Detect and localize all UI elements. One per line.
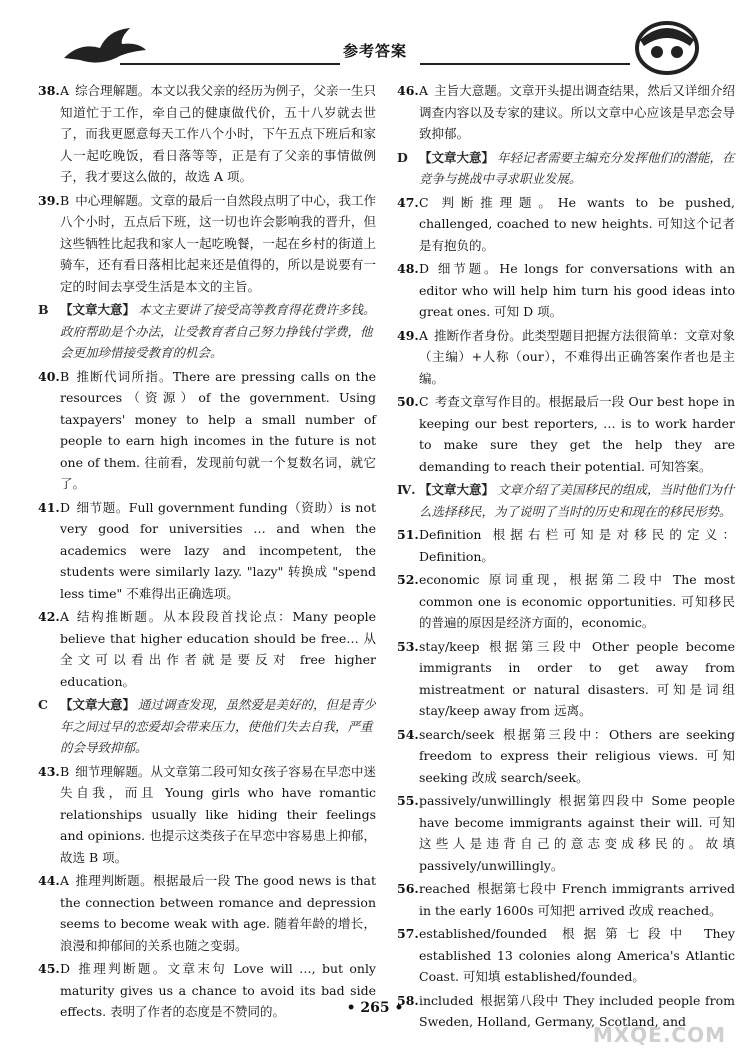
answer-item bbox=[397, 391, 735, 477]
explanation-text: 根据右栏可知是对移民的定义：Definition。 bbox=[419, 527, 735, 564]
explanation-text: 推断代词所指。There are pressing calls on the resources（资源）of the government. Using taxpayers' money to help a small number of people to earn high incomes in the future is not one of them. 往前看，发现前句就一个复数名词，就它了。 bbox=[60, 368, 376, 491]
answer-choice: C bbox=[419, 194, 429, 210]
answer-item bbox=[397, 790, 735, 876]
answer-item bbox=[38, 497, 376, 605]
left-column bbox=[38, 80, 376, 1025]
page-header bbox=[0, 0, 750, 80]
explanation-text: 推理判断题。文章末句 Love will …, but only maturity gives us a chance to avoid its bad side effects. 表明了作者的态度是不赞同的。 bbox=[60, 961, 376, 1019]
summary-text: 本文主要讲了接受高等教育得花费许多钱。政府帮助是个办法，让受教育者自己努力挣钱付学费，他会更加珍惜接受教育的机会。 bbox=[60, 302, 376, 360]
summary-tag: 【文章大意】 bbox=[60, 697, 136, 712]
question-number: 38. bbox=[38, 83, 60, 98]
question-number: 51. bbox=[397, 527, 419, 542]
answer-choice: included bbox=[419, 992, 474, 1008]
answer-choice: Definition bbox=[419, 527, 482, 542]
summary-block bbox=[38, 694, 376, 759]
explanation-text: 原词重现，根据第二段中 The most common one is economic opportunities. 可知移民的普遍的原因是经济方面的，economic。 bbox=[419, 572, 735, 630]
answer-choice: A bbox=[60, 609, 70, 624]
answer-item bbox=[397, 724, 735, 789]
answer-item bbox=[38, 606, 376, 692]
answer-item bbox=[38, 190, 376, 298]
answer-item bbox=[397, 258, 735, 323]
question-number: 49. bbox=[397, 327, 419, 343]
answer-item bbox=[397, 569, 735, 634]
answer-choice: A bbox=[60, 873, 70, 888]
question-number: 41. bbox=[38, 499, 60, 515]
question-number: 55. bbox=[397, 793, 419, 808]
answer-choice: stay/keep bbox=[419, 638, 480, 654]
answer-item bbox=[397, 923, 735, 988]
question-number: 58. bbox=[397, 992, 419, 1008]
answer-choice: economic bbox=[419, 572, 480, 587]
explanation-text: 根据第八段中 They included people from Sweden, Holland, Germany, Scotland, and bbox=[419, 992, 735, 1029]
explanation-text: 根据第七段中 French immigrants arrived in the early 1600s 可知把 arrived 改成 reached。 bbox=[419, 881, 735, 918]
explanation-text: 结构推断题。从本段段首找论点：Many people believe that higher education should be free… 从全文可以看出作者就是要反对 free higher education。 bbox=[60, 609, 376, 689]
answer-item bbox=[397, 325, 735, 390]
explanation-text: 细节题。Full government funding（资助）is not very good for universities … and when the academics were lazy and incompetent, the students were similarly lazy. "lazy" 转换成 "spend less time" 不难得出正确选项。 bbox=[60, 499, 376, 601]
question-number: 54. bbox=[397, 726, 419, 742]
question-number: 46. bbox=[397, 83, 419, 98]
explanation-text: 根据第四段中 Some people have become immigrants against their will. 可知这些人是违背自己的意志变成移民的。故填 passively/unwillingly。 bbox=[419, 793, 735, 873]
face-icon bbox=[632, 18, 702, 76]
header-rule-right bbox=[420, 63, 630, 65]
question-number: 45. bbox=[38, 961, 60, 976]
explanation-text: 细节题。He longs for conversations with an editor who will help him turn his good ideas into great ones. 可知 D 项。 bbox=[419, 261, 735, 319]
question-number: 40. bbox=[38, 368, 60, 384]
explanation-text: 中心理解题。文章的最后一自然段点明了中心，我工作八个小时，五点后下班，这一切也许会影响我的晋升，但这些牺牲比起我和家人一起吃晚餐，一起在乡村的街道上骑车，还有看日落相比起来还是值得的，所以是说要有一定的时间去享受生活是本文的主旨。 bbox=[60, 192, 376, 294]
answer-choice: B bbox=[60, 192, 70, 208]
question-number: 43. bbox=[38, 763, 60, 779]
answer-choice: D bbox=[60, 499, 71, 515]
answer-item bbox=[38, 80, 376, 188]
explanation-text: 推理判断题。根据最后一段 The good news is that the connection between romance and depression seems to become weak with age. 随着年龄的增长，浪漫和抑郁间的关系也随之变弱。 bbox=[60, 873, 376, 953]
answer-choice: B bbox=[60, 368, 70, 384]
question-number: 50. bbox=[397, 394, 419, 409]
question-number: 48. bbox=[397, 261, 419, 276]
summary-tag: 【文章大意】 bbox=[419, 149, 495, 165]
summary-label: B bbox=[38, 302, 49, 317]
header-rule-left bbox=[120, 63, 340, 65]
answer-choice: reached bbox=[419, 881, 471, 896]
answer-item bbox=[38, 366, 376, 495]
summary-block bbox=[397, 479, 735, 522]
answer-item bbox=[397, 878, 735, 921]
answer-choice: A bbox=[419, 83, 429, 98]
answer-choice: D bbox=[419, 261, 430, 276]
page-title: 参考答案 bbox=[342, 42, 407, 60]
answer-item bbox=[397, 524, 735, 567]
watermark: MXQE.COM bbox=[592, 1023, 726, 1047]
summary-block bbox=[397, 147, 735, 190]
answer-choice: established/founded bbox=[419, 926, 548, 941]
answer-item bbox=[397, 636, 735, 722]
explanation-text: 判断推理题。He wants to be pushed, challenged, coached to new heights. 可知这个记者是有抱负的。 bbox=[419, 194, 735, 253]
answer-choice: C bbox=[419, 394, 429, 409]
answer-choice: D bbox=[60, 961, 71, 976]
right-column bbox=[397, 80, 735, 1035]
summary-block bbox=[38, 299, 376, 364]
answer-choice: search/seek bbox=[419, 726, 495, 742]
answer-choice: B bbox=[60, 763, 70, 779]
explanation-text: 综合理解题。本文以我父亲的经历为例子，父亲一生只知道忙于工作，牵自己的健康做代价，五十八岁就去世了，而我更愿意每天工作八个小时，下午五点下班后和家人一起吃晚饭，看日落等等，正是有了父亲的事情做例子，我才要这么做的，故选 A 项。 bbox=[60, 83, 376, 184]
explanation-text: 主旨大意题。文章开头提出调查结果，然后又详细介绍调查内容以及专家的建议。所以文章中心应该是早恋会导致抑郁。 bbox=[419, 83, 735, 141]
answer-item bbox=[38, 761, 376, 869]
question-number: 56. bbox=[397, 881, 419, 896]
explanation-text: 推断作者身份。此类型题目把握方法很简单：文章对象（主编）+人称（our），不难得出正确答案作者也是主编。 bbox=[419, 327, 735, 386]
question-number: 57. bbox=[397, 926, 419, 941]
summary-label: D bbox=[397, 149, 408, 165]
answer-choice: A bbox=[60, 83, 70, 98]
page-number: • 265 • bbox=[346, 1000, 404, 1016]
answer-item bbox=[38, 870, 376, 956]
question-number: 42. bbox=[38, 609, 60, 624]
explanation-text: 根据第三段中：Others are seeking freedom to express their religious views. 可知 seeking 改成 search/seek。 bbox=[419, 726, 735, 785]
summary-text: 年轻记者需要主编充分发挥他们的潜能，在竞争与挑战中寻求职业发展。 bbox=[419, 149, 735, 186]
question-number: 53. bbox=[397, 638, 419, 654]
explanation-text: 细节理解题。从文章第二段可知女孩子容易在早恋中迷失自我，而且 Young girls who have romantic relationships usually like hiding their feelings and opinions. 也提示这类孩子在早恋中容易患上抑郁，故选 B 项。 bbox=[60, 763, 376, 865]
summary-label: Ⅳ. bbox=[397, 482, 416, 497]
explanation-text: 根据第三段中 Other people become immigrants in order to get away from mistreatment or natural disasters. 可知是词组 stay/keep away from 远离。 bbox=[419, 638, 735, 718]
explanation-text: 根据第七段中 They established 13 colonies along America's Atlantic Coast. 可知填 established/founded。 bbox=[419, 926, 735, 984]
answer-item bbox=[397, 192, 735, 257]
summary-text: 通过调查发现，虽然爱是美好的，但是青少年之间过早的恋爱却会带来压力，使他们失去自我，严重的会导致抑郁。 bbox=[60, 697, 376, 755]
answer-choice: A bbox=[419, 327, 429, 343]
question-number: 44. bbox=[38, 873, 60, 888]
summary-label: C bbox=[38, 697, 48, 712]
question-number: 39. bbox=[38, 192, 60, 208]
question-number: 52. bbox=[397, 572, 419, 587]
explanation-text: 考查文章写作目的。根据最后一段 Our best hope in keeping our best reporters, … is to work harder to make sure they get the help they are demanding to reach their potential. 可知答案。 bbox=[419, 394, 735, 474]
question-number: 47. bbox=[397, 194, 419, 210]
summary-text: 文章介绍了美国移民的组成，当时他们为什么选择移民，为了说明了当时的历史和现在的移民形势。 bbox=[419, 482, 735, 519]
summary-tag: 【文章大意】 bbox=[419, 482, 495, 497]
answer-choice: passively/unwillingly bbox=[419, 793, 551, 808]
summary-tag: 【文章大意】 bbox=[60, 302, 136, 317]
answer-item bbox=[397, 80, 735, 145]
